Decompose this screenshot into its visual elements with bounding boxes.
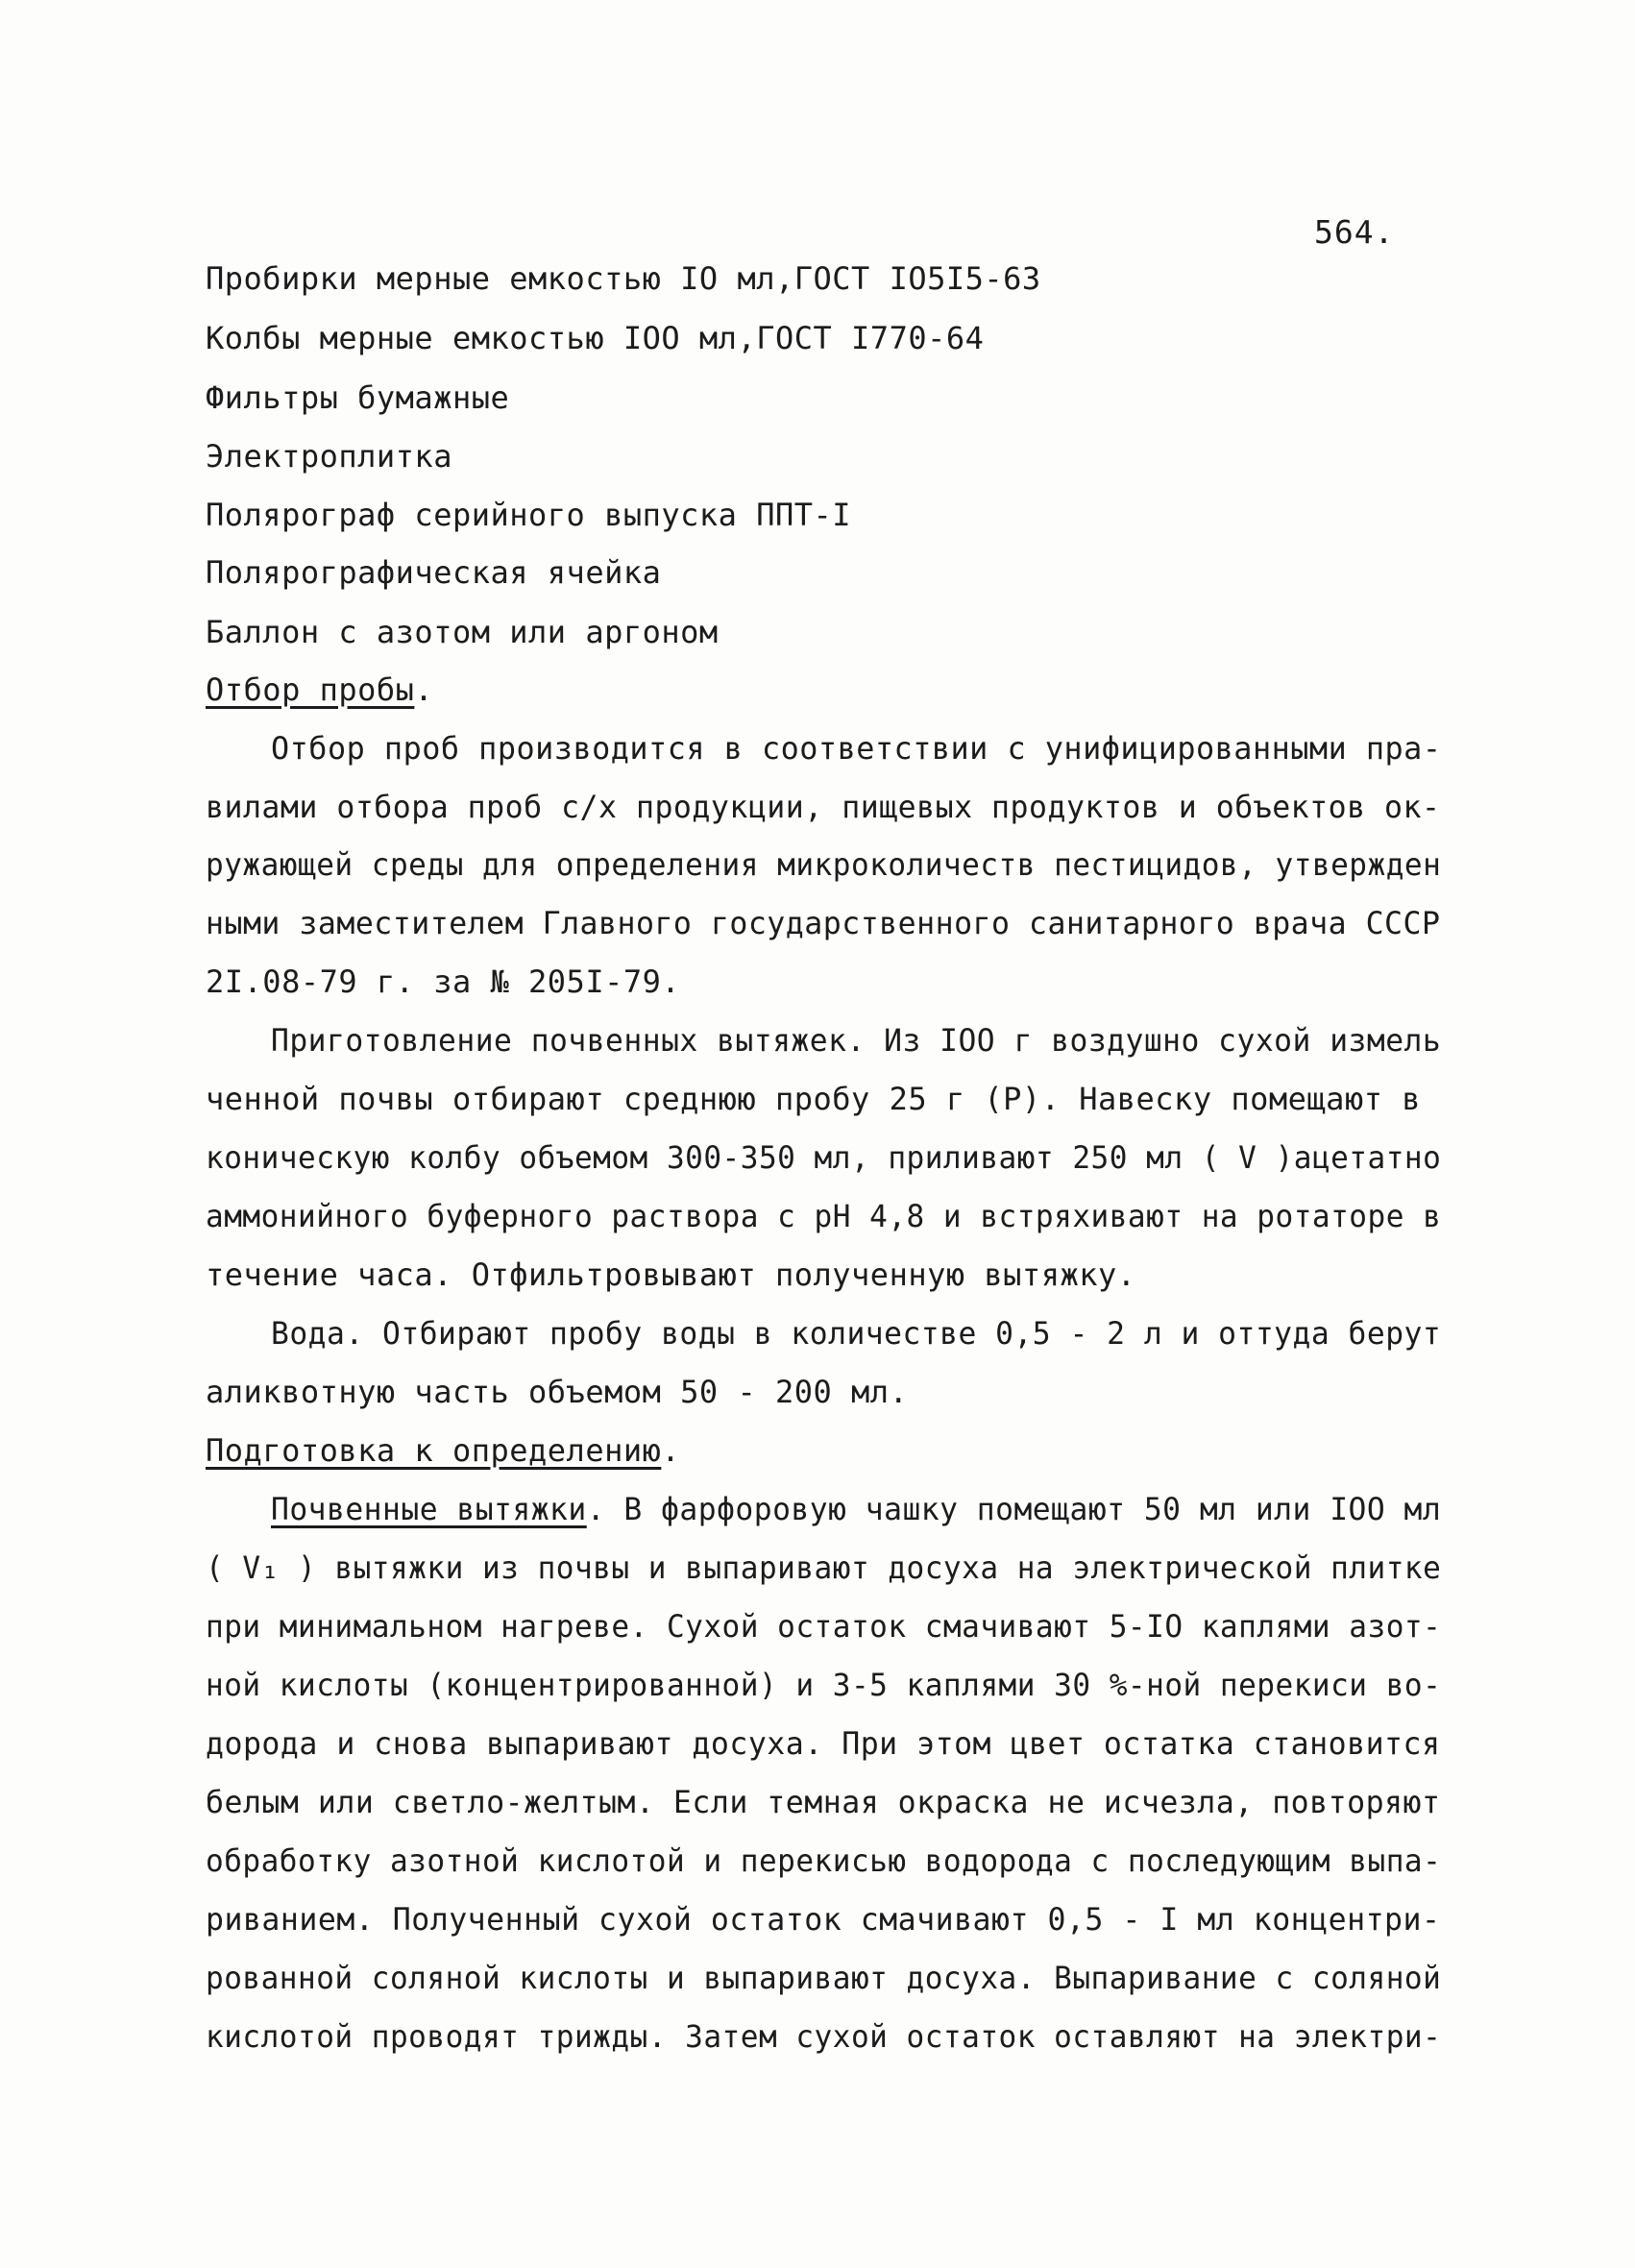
paragraph-text: . В фарфоровую чашку помещают 50 мл или IOO мл [586,1491,1442,1527]
section-heading-text: Подготовка к определению [206,1432,662,1469]
heading-period: . [661,1432,681,1469]
paragraph-first-line [271,1490,1441,1528]
equipment-item: Колбы мерные емкостью IOO мл,ГОСТ I770-64 [206,320,985,356]
paragraph-line: ченной почвы отбирают среднюю пробу 25 г (Р). Навеску помещают в [206,1081,1421,1117]
paragraph-line: Приготовление почвенных вытяжек. Из IOO г воздушно сухой измель [271,1022,1442,1059]
equipment-item: Полярограф серийного выпуска ППТ-I [206,497,852,533]
paragraph-line: вилами отбора проб с/х продукции, пищевых продуктов и объектов ок- [206,789,1441,825]
equipment-item: Баллон с азотом или аргоном [206,614,719,650]
paragraph-line: ( V₁ ) вытяжки из почвы и выпаривают досуха на электрической плитке [206,1549,1442,1586]
paragraph-line: кислотой проводят трижды. Затем сухой остаток оставляют на электри- [206,2018,1442,2055]
equipment-item: Пробирки мерные емкостью IO мл,ГОСТ IO5I5-63 [206,260,1041,297]
paragraph-line: Отбор проб производится в соответствии с унифицированными пра- [271,730,1442,767]
paragraph-line: течение часа. Отфильтровывают полученную вытяжку. [206,1256,1136,1293]
equipment-item: Фильтры бумажные [206,379,510,416]
paragraph-line: 2I.08-79 г. за № 205I-79. [206,963,681,1000]
paragraph-line: белым или светло-желтым. Если темная окраска не исчезла, повторяют [206,1784,1441,1820]
equipment-item: Электроплитка [206,438,452,475]
paragraph-line: Вода. Отбирают пробу воды в количестве 0,5 - 2 л и оттуда берут [271,1315,1442,1352]
paragraph-line: риванием. Полученный сухой остаток смачивают 0,5 - I мл концентри- [206,1901,1441,1938]
paragraph-line: аликвотную часть объемом 50 - 200 мл. [206,1374,909,1410]
paragraph-line: дорода и снова выпаривают досуха. При этом цвет остатка становится [206,1725,1441,1762]
section-heading-text: Отбор пробы [206,671,415,708]
page-number: 564. [1314,213,1395,251]
paragraph-line: аммонийного буферного раствора с рН 4,8 и встряхивают на ротаторе в [206,1198,1442,1234]
paragraph-line: коническую колбу объемом 300-350 мл, приливают 250 мл ( V )ацетатно [206,1139,1442,1176]
heading-period: . [414,671,434,708]
equipment-item: Полярографическая ячейка [206,554,662,591]
paragraph-line: рованной соляной кислоты и выпаривают досуха. Выпаривание с соляной [206,1960,1442,1996]
paragraph-line: при минимальном нагреве. Сухой остаток смачивают 5-IO каплями азот- [206,1608,1442,1645]
section-heading-preparation [206,1431,680,1470]
section-heading-sampling [206,671,433,709]
paragraph-line: обработку азотной кислотой и перекисью водорода с последующим выпа- [206,1842,1442,1879]
paragraph-line: ной кислоты (концентрированной) и 3-5 каплями 30 %-ной перекиси во- [206,1667,1442,1703]
paragraph-line: ными заместителем Главного государственного санитарного врача СССР [206,905,1441,941]
subheading-soil-extracts: Почвенные вытяжки [271,1491,587,1527]
paragraph-line: ружающей среды для определения микроколичеств пестицидов, утвержден [206,846,1442,883]
